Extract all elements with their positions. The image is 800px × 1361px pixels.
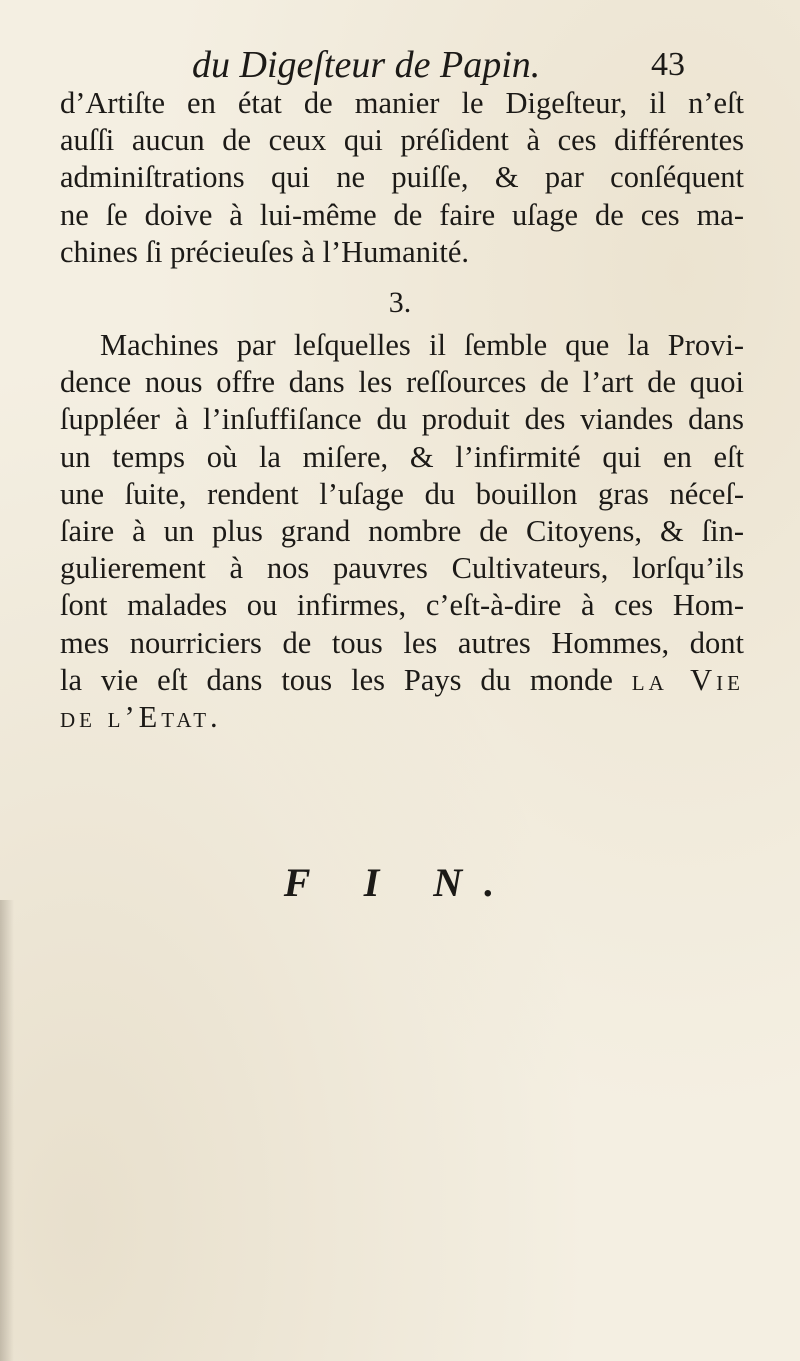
closing-fin: F I N.: [283, 860, 517, 905]
page-header: [130, 40, 685, 90]
text-line: ſuppléer à l’inſuffiſance du produit des viandes dans: [60, 402, 744, 437]
text-line: ſont malades ou infirmes, c’eſt-à-dire à ces Hom-: [60, 588, 744, 623]
paragraph-1: [60, 85, 744, 271]
text-fragment: la vie eſt dans tous les Pays du monde: [60, 662, 613, 697]
text-line: auſſi aucun de ceux qui préſident à ces différentes: [60, 123, 744, 158]
paragraph-2: [60, 327, 744, 736]
text-line: d’Artiſte en état de manier le Digeſteur, il n’eſt: [60, 86, 744, 120]
text-line-with-smallcaps: [60, 662, 744, 699]
text-line-final: [60, 699, 744, 736]
text-line: dence nous offre dans les reſſources de l’art de quoi: [60, 365, 744, 400]
section-number: 3.: [388, 286, 412, 319]
text-line: ſaire à un plus grand nombre de Citoyens, & ſin-: [60, 514, 744, 549]
page-edge-shadow: [0, 900, 14, 1361]
text-line: adminiſtrations qui ne puiſſe, & par conſéquent: [60, 160, 744, 195]
text-line: une ſuite, rendent l’uſage du bouillon gras néceſ-: [60, 476, 744, 511]
smallcaps-phrase: de l’Etat.: [60, 700, 222, 735]
page-number: 43: [651, 46, 685, 83]
text-line: un temps où la miſere, & l’infirmité qui en eſt: [60, 439, 744, 474]
text-line: chines ſi précieuſes à l’Humanité.: [60, 234, 470, 269]
text-line: gulierement à nos pauvres Cultivateurs, lorſqu’ils: [60, 551, 744, 586]
running-title: du Digeſteur de Papin.: [192, 44, 541, 86]
smallcaps-phrase: la Vie: [631, 662, 744, 697]
text-line: ne ſe doive à lui-même de faire uſage de ces ma-: [60, 197, 744, 232]
text-line: mes nourriciers de tous les autres Hommes, dont: [60, 625, 744, 660]
text-line: Machines par leſquelles il ſemble que la Provi-: [100, 328, 744, 362]
